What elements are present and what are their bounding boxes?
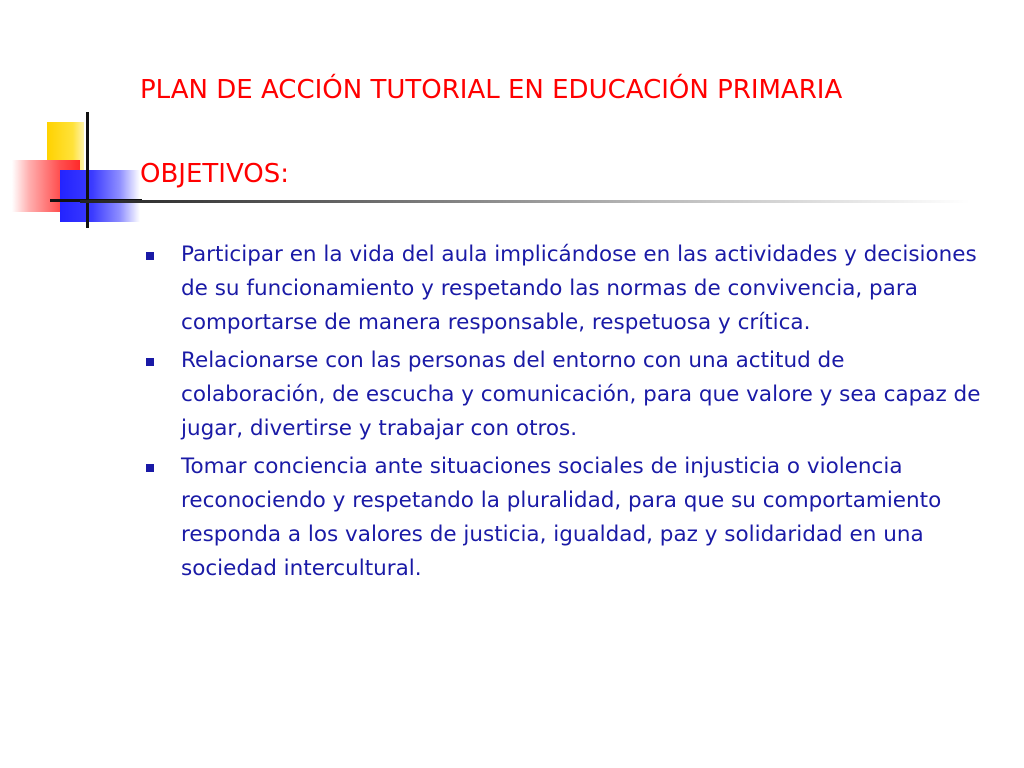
decorative-vertical-line xyxy=(86,112,89,228)
list-item-text: Tomar conciencia ante situaciones sociales de injusticia o violencia reconociendo y respetando la pluralidad, para que su comportamiento responda a los valores de justicia, igualdad, paz y solidaridad en una sociedad intercultural. xyxy=(181,454,942,581)
list-item-text: Relacionarse con las personas del entorno con una actitud de colaboración, de escucha y comunicación, para que valore y sea capaz de jugar, divertirse y trabajar con otros. xyxy=(181,348,981,441)
objectives-list xyxy=(140,238,990,586)
square-bullet-icon xyxy=(146,358,154,366)
title-divider-rule xyxy=(80,200,970,203)
square-bullet-icon xyxy=(146,464,154,472)
slide-body xyxy=(140,238,990,590)
list-item xyxy=(140,344,990,446)
list-item xyxy=(140,238,990,340)
decorative-blue-square xyxy=(60,170,140,222)
list-item xyxy=(140,450,990,586)
list-item-text: Participar en la vida del aula implicándose en las actividades y decisiones de su funcionamiento y respetando las normas de convivencia, para comportarse de manera responsable, respetuosa y crítica. xyxy=(181,242,977,335)
slide-title xyxy=(140,74,1000,190)
title-main: PLAN DE ACCIÓN TUTORIAL EN EDUCACIÓN PRIMARIA xyxy=(140,75,843,105)
title-subheading: OBJETIVOS: xyxy=(140,159,290,189)
square-bullet-icon xyxy=(146,252,154,260)
